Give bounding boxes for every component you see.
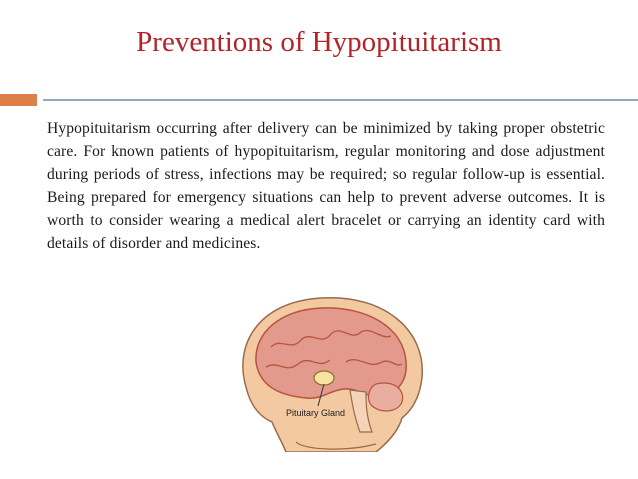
title-divider-line	[43, 99, 638, 101]
body-paragraph: Hypopituitarism occurring after delivery can be minimized by taking proper obstetric care. For known patients of hypopituitarism, regular monitoring and dose adjustment during periods of stress, infections may be required; so regular follow-up is essential. Being prepared for emergency situations can help to prevent adverse outcomes. It is worth to consider wearing a medical alert bracelet or carrying an identity card with details of disorder and medicines.	[47, 120, 605, 252]
cerebellum	[369, 383, 403, 411]
title-accent-bar	[0, 94, 37, 106]
pituitary-gland	[314, 371, 334, 385]
pituitary-label: Pituitary Gland	[286, 408, 346, 418]
head-brain-illustration	[226, 292, 438, 452]
slide-title: Preventions of Hypopituitarism	[136, 26, 502, 58]
